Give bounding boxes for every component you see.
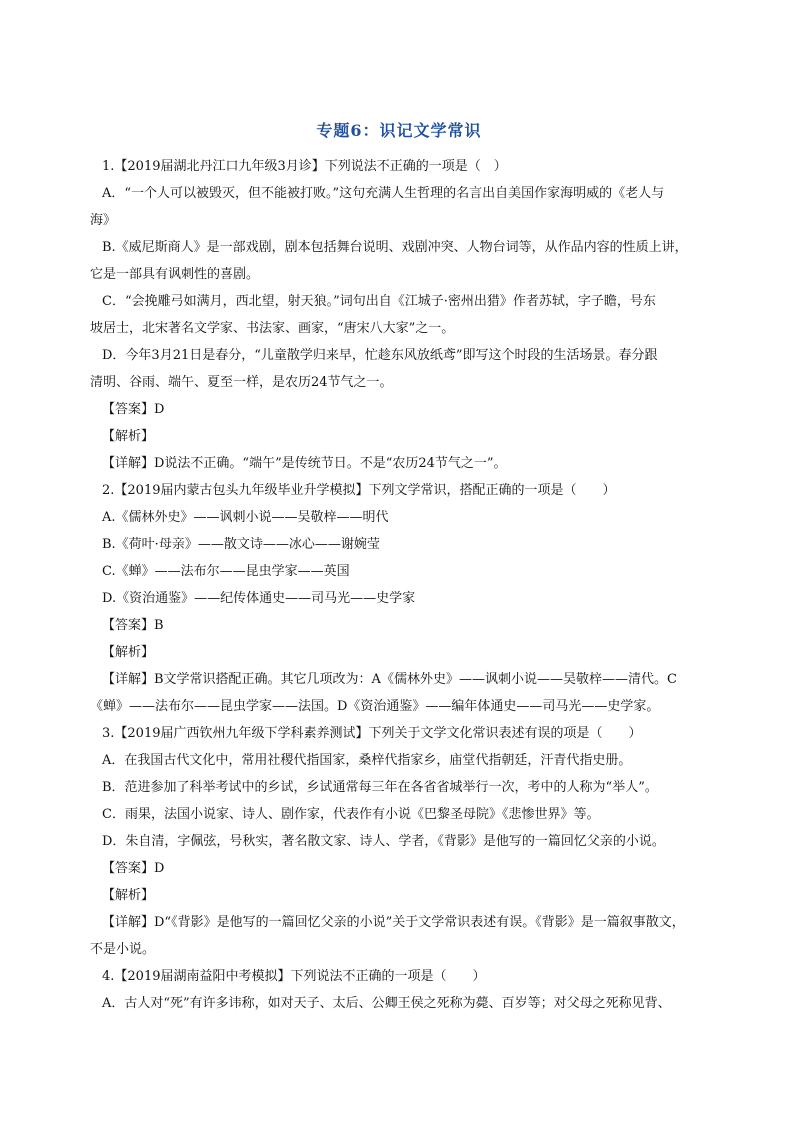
text-line: 【解析】	[102, 429, 155, 444]
text-line: 它是一部具有讽刺性的喜剧。	[90, 267, 260, 282]
text-line: D.《资治通鉴》——纪传体通史——司马光——史学家	[102, 591, 416, 606]
text-line: B.《威尼斯商人》是一部戏剧，剧本包括舞台说明、戏剧冲突、人物台词等，从作品内容的性质上讲，	[102, 240, 688, 255]
text-line: D．朱自清，字佩弦，号秋实，著名散文家、诗人、学者，《背影》是他写的一篇回忆父亲的小说。	[102, 834, 665, 849]
text-line: B.《荷叶·母亲》——散文诗——冰心——谢婉莹	[102, 537, 380, 552]
text-line: 海》	[90, 213, 117, 228]
text-line: A．“一个人可以被毁灭，但不能被打败。”这句充满人生哲理的名言出自美国作家海明威的《老人与	[102, 186, 665, 201]
text-line: 1.【2019届湖北丹江口九年级3月诊】下列说法不正确的一项是（ ）	[102, 159, 507, 174]
text-line: 清明、谷雨、端午、夏至一样，是农历24节气之一。	[90, 375, 393, 390]
text-line: C.《蝉》——法布尔——昆虫学家——英国	[102, 564, 350, 579]
text-line: 坡居士，北宋著名文学家、书法家、画家，“唐宋八大家”之一。	[90, 321, 455, 336]
document-body	[90, 153, 708, 1017]
text-line: A．古人对“死”有许多讳称，如对天子、太后、公卿王侯之死称为薨、百岁等；对父母之死称见背、	[102, 996, 671, 1011]
text-line: 【答案】D	[102, 861, 165, 876]
text-line: C．“会挽雕弓如满月，西北望，射天狼。”词句出自《江城子·密州出猎》作者苏轼，字子瞻，号东	[102, 294, 656, 309]
text-line: 【解析】	[102, 645, 155, 660]
text-line: 【解析】	[102, 888, 155, 903]
text-line: 【详解】D“《背影》是他写的一篇回忆父亲的小说”关于文学常识表述有误。《背影》是一篇叙事散文，	[102, 915, 685, 930]
text-line: D．今年3月21日是春分，“儿童散学归来早，忙趁东风放纸鸢”即写这个时段的生活场景。春分跟	[102, 348, 658, 363]
text-line: 【详解】D说法不正确。“端午”是传统节日。不是“农历24节气之一”。	[102, 456, 507, 471]
text-line: 《蝉》——法布尔——昆虫学家——法国。D《资治通鉴》——编年体通史——司马光——史学家。	[90, 699, 660, 714]
text-line: A．在我国古代文化中，常用社稷代指国家，桑梓代指家乡，庙堂代指朝廷，汗青代指史册。	[102, 753, 632, 768]
text-line: 【答案】B	[102, 618, 164, 633]
text-line: 不是小说。	[90, 942, 156, 957]
text-line: B．范进参加了科举考试中的乡试，乡试通常每三年在各省省城举行一次，考中的人称为“举人”。	[102, 780, 658, 795]
text-line: 【详解】B文学常识搭配正确。其它几项改为：A《儒林外史》——讽刺小说——吴敬梓——清代。C	[102, 672, 677, 687]
document-title: 专题6：识记文学常识	[316, 121, 482, 140]
text-line: C．雨果，法国小说家、诗人、剧作家，代表作有小说《巴黎圣母院》《悲惨世界》等。	[102, 807, 600, 822]
text-line: 【答案】D	[102, 402, 165, 417]
text-line: 4.【2019届湖南益阳中考模拟】下列说法不正确的一项是（ ）	[102, 969, 486, 984]
text-line: A.《儒林外史》——讽刺小说——吴敬梓——明代	[102, 510, 389, 525]
text-line: 2.【2019届内蒙古包头九年级毕业升学模拟】下列文学常识，搭配正确的一项是（ ）	[102, 483, 616, 498]
text-line: 3.【2019届广西钦州九年级下学科素养测试】下列关于文学文化常识表述有误的项是（ ）	[102, 726, 642, 741]
